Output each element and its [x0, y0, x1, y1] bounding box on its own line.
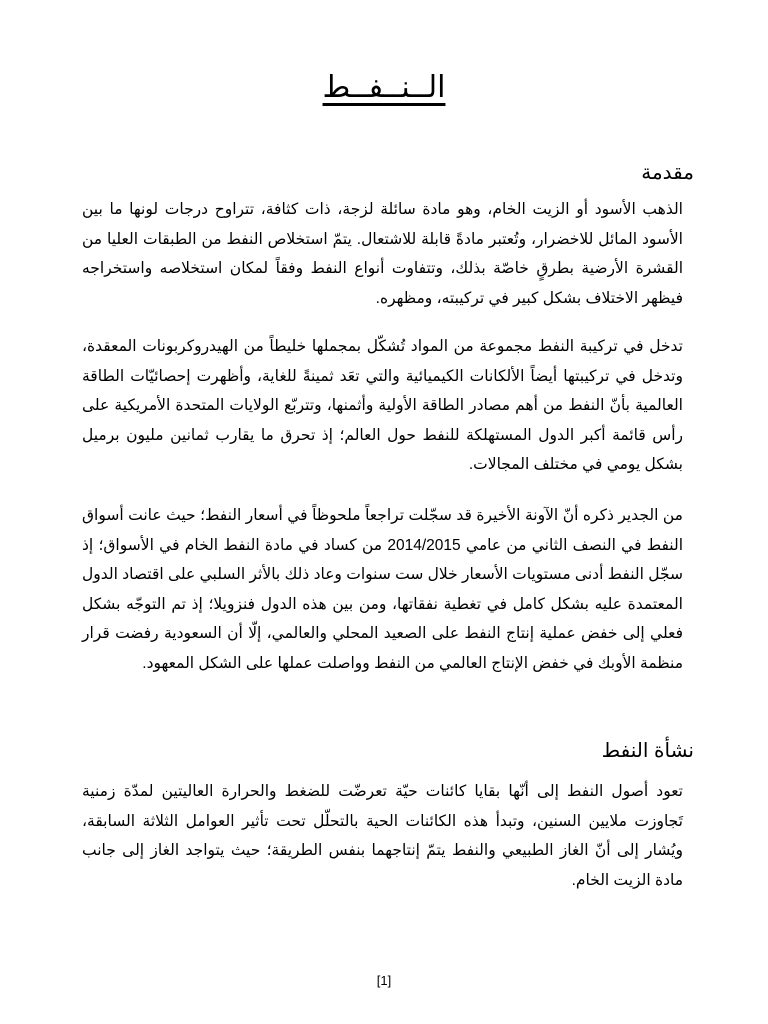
paragraph: تدخل في تركيبة النفط مجموعة من المواد تُشكّل بمجملها خليطاً من الهيدروكربونات المعقدة، وتدخل في تركيبتها أيضاً الألكانات الكيميائية والتي تعَد ثمينةً للغاية، وأظهرت إحصائيّات الطاقة العالمية بأنّ النفط من أهم مصادر الطاقة الأولية وأثمنها، وتتربّع الولايات المتحدة الأمريكية على رأس قائمة أكبر الدول المستهلكة للنفط حول العالم؛ إذ تحرق ما يقارب ثمانين مليون برميل بشكل يومي في مختلف المجالات. [82, 338, 683, 473]
section-heading-origin: نشأة النفط [601, 740, 694, 762]
paragraph: الذهب الأسود أو الزيت الخام، وهو مادة سائلة لزجة، ذات كثافة، تتراوح درجات لونها ما بين الأسود المائل للاخضرار، وتُعتبر مادةً قابلة للاشتعال. يتمّ استخلاص النفط من الطبقات العليا من القشرة الأرضية بطرقٍ خاصّة بذلك، وتتفاوت أنواع النفط وفقاً لمكان استخلاصه واستخراجه فيظهر الاختلاف بشكل كبير في تركيبته، ومظهره. [82, 201, 683, 307]
page-title: الــنــفــط [322, 71, 446, 104]
page-number: [1] [376, 973, 392, 988]
paragraph: من الجدير ذكره أنّ الآونة الأخيرة قد سجّلت تراجعاً ملحوظاً في أسعار النفط؛ حيث عانت أسواق النفط في النصف الثاني من عامي 2014/2015 من كساد في مادة النفط الخام في الأسواق؛ إذ سجّل النفط أدنى مستويات الأسعار خلال ست سنوات وعاد ذلك بالأثر السلبي على اقتصاد الدول المعتمدة عليه بشكل كامل في تغطية نفقاتها، ومن بين هذه الدول فنزويلا؛ إذ تم التوجّه بشكل فعلي إلى خفض عملية إنتاج النفط على الصعيد المحلي والعالمي، إلّا أن السعودية رفضت قرار منظمة الأوبك في خفض الإنتاج العالمي من النفط وواصلت عملها على الشكل المعهود. [82, 507, 684, 672]
paragraph: تعود أصول النفط إلى أنّها بقايا كائنات حيّة تعرضّت للضغط والحرارة العاليتين لمدّة زمنية تَجاوزت ملايين السنين، وتبدأ هذه الكائنات الحية بالتحلّل تحت تأثير العوامل الثلاثة السابقة، ويُشار إلى أنّ الغاز الطبيعي والنفط يتمّ إنتاجهما بنفس الطريقة؛ حيث يتواجد الغاز إلى جانب مادة الزيت الخام. [82, 783, 683, 889]
section-heading-introduction: مقدمة [641, 162, 694, 184]
